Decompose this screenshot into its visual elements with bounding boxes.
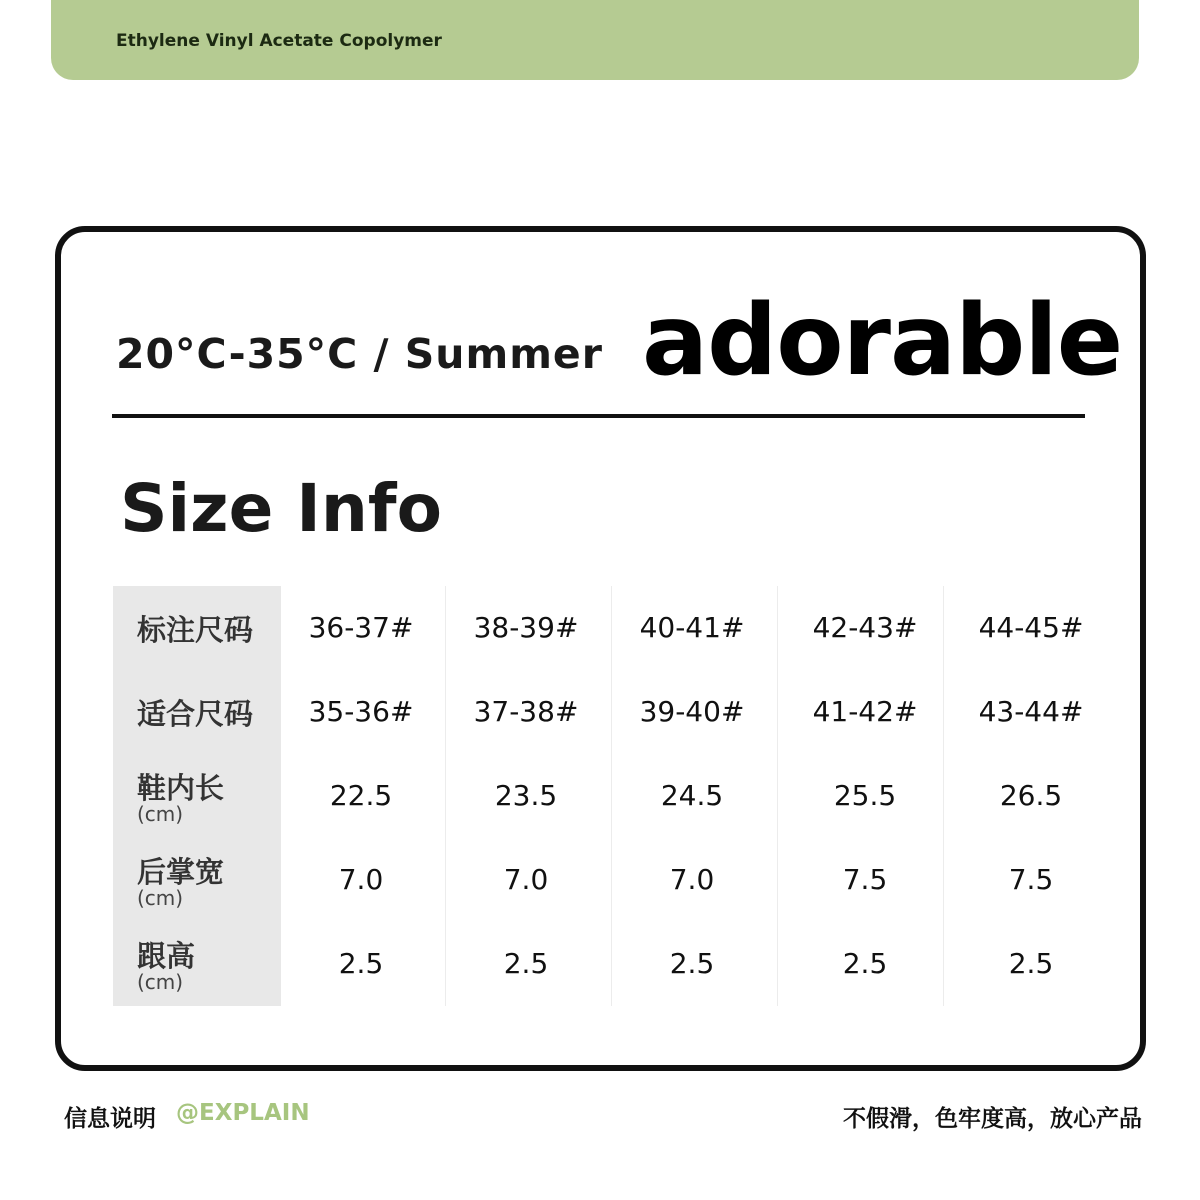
table-cell: 22.5	[329, 779, 393, 812]
row-label	[137, 922, 277, 1006]
row-label	[137, 586, 277, 670]
table-cell: 24.5	[660, 779, 724, 812]
row-unit: (cm)	[137, 970, 184, 994]
table-row	[113, 586, 1113, 670]
table-cell: 37-38#	[473, 695, 579, 728]
row-label-text: 后掌宽	[137, 855, 225, 889]
table-cell: 40-41#	[639, 611, 745, 644]
section-title: Size Info	[120, 470, 442, 547]
table-cell: 41-42#	[812, 695, 918, 728]
footer-handle: @EXPLAIN	[176, 1100, 310, 1126]
divider	[112, 414, 1085, 418]
table-cell: 7.5	[1008, 863, 1054, 896]
table-cell: 36-37#	[308, 611, 414, 644]
table-cell: 44-45#	[978, 611, 1084, 644]
season-heading: 20°C-35°C / Summer	[116, 330, 603, 378]
row-unit: (cm)	[137, 802, 184, 826]
table-cell: 25.5	[833, 779, 897, 812]
table-cell: 35-36#	[308, 695, 414, 728]
row-label-text: 鞋内长	[137, 771, 225, 805]
table-cell: 42-43#	[812, 611, 918, 644]
table-cell: 38-39#	[473, 611, 579, 644]
table-row	[113, 838, 1113, 922]
brand-logo: adorable	[642, 284, 1123, 398]
row-label-text: 标注尺码	[137, 613, 254, 647]
table-cell: 7.0	[669, 863, 715, 896]
footer-tagline: 不假滑，色牢度高，放心产品	[843, 1106, 1142, 1132]
row-label-text: 适合尺码	[137, 697, 254, 731]
row-unit: (cm)	[137, 886, 184, 910]
material-text: Ethylene Vinyl Acetate Copolymer	[116, 31, 442, 51]
table-cell: 2.5	[338, 947, 384, 980]
table-cell: 39-40#	[639, 695, 745, 728]
table-cell: 7.5	[842, 863, 888, 896]
table-cell: 23.5	[494, 779, 558, 812]
table-cell: 2.5	[503, 947, 549, 980]
table-cell: 2.5	[669, 947, 715, 980]
footer-info-label: 信息说明	[64, 1106, 156, 1132]
table-cell: 2.5	[1008, 947, 1054, 980]
table-cell: 2.5	[842, 947, 888, 980]
table-row	[113, 754, 1113, 838]
table-cell: 7.0	[338, 863, 384, 896]
row-label-text: 跟高	[137, 939, 196, 973]
row-label	[137, 754, 277, 838]
row-label	[137, 838, 277, 922]
row-label	[137, 670, 277, 754]
table-row	[113, 922, 1113, 1006]
table-row	[113, 670, 1113, 754]
table-cell: 43-44#	[978, 695, 1084, 728]
table-cell: 7.0	[503, 863, 549, 896]
table-cell: 26.5	[999, 779, 1063, 812]
